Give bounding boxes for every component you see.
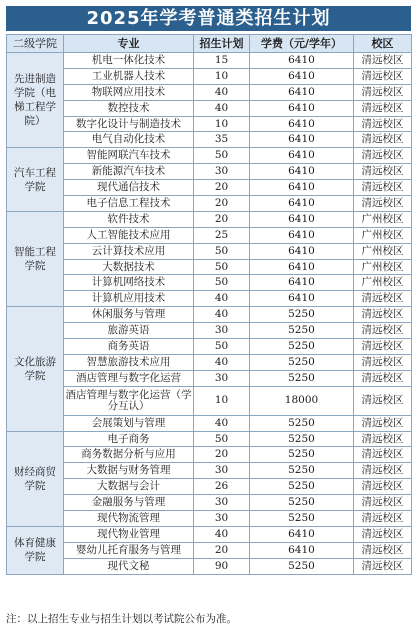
table-row — [7, 370, 412, 386]
fee-cell: 6410 — [250, 148, 354, 164]
major-cell: 金融服务与管理 — [64, 495, 194, 511]
campus-cell: 清远校区 — [354, 307, 412, 323]
campus-cell: 清远校区 — [354, 68, 412, 84]
campus-cell: 清远校区 — [354, 542, 412, 558]
plan-cell: 10 — [194, 386, 250, 415]
plan-cell: 40 — [194, 526, 250, 542]
major-cell: 智慧旅游技术应用 — [64, 354, 194, 370]
table-row — [7, 542, 412, 558]
plan-cell: 35 — [194, 132, 250, 148]
major-cell: 大数据与会计 — [64, 479, 194, 495]
fee-cell: 5250 — [250, 307, 354, 323]
plan-cell: 30 — [194, 323, 250, 339]
campus-cell: 清远校区 — [354, 495, 412, 511]
header-major: 专业 — [64, 35, 194, 53]
plan-cell: 40 — [194, 354, 250, 370]
major-cell: 软件技术 — [64, 211, 194, 227]
fee-cell: 5250 — [250, 431, 354, 447]
plan-cell: 20 — [194, 447, 250, 463]
college-cell: 智能工程学院 — [7, 211, 64, 306]
fee-cell: 5250 — [250, 370, 354, 386]
campus-cell: 广州校区 — [354, 243, 412, 259]
plan-cell: 25 — [194, 227, 250, 243]
fee-cell: 5250 — [250, 323, 354, 339]
plan-cell: 50 — [194, 243, 250, 259]
plan-cell: 20 — [194, 542, 250, 558]
major-cell: 计算机网络技术 — [64, 275, 194, 291]
table-row — [7, 339, 412, 355]
campus-cell: 清远校区 — [354, 526, 412, 542]
fee-cell: 6410 — [250, 259, 354, 275]
table-row — [7, 415, 412, 431]
college-cell: 汽车工程学院 — [7, 148, 64, 212]
fee-cell: 5250 — [250, 415, 354, 431]
major-cell: 酒店管理与数字化运营 — [64, 370, 194, 386]
campus-cell: 清远校区 — [354, 53, 412, 69]
major-cell: 商务数据分析与应用 — [64, 447, 194, 463]
plan-cell: 10 — [194, 116, 250, 132]
campus-cell: 广州校区 — [354, 211, 412, 227]
plan-cell: 30 — [194, 511, 250, 527]
fee-cell: 6410 — [250, 84, 354, 100]
major-cell: 云计算技术应用 — [64, 243, 194, 259]
plan-cell: 90 — [194, 558, 250, 574]
campus-cell: 清远校区 — [354, 431, 412, 447]
table-row — [7, 275, 412, 291]
plan-cell: 40 — [194, 307, 250, 323]
plan-cell: 50 — [194, 431, 250, 447]
college-cell: 文化旅游学院 — [7, 307, 64, 431]
major-cell: 物联网应用技术 — [64, 84, 194, 100]
campus-cell: 清远校区 — [354, 558, 412, 574]
plan-cell: 50 — [194, 259, 250, 275]
campus-cell: 清远校区 — [354, 415, 412, 431]
table-row — [7, 558, 412, 574]
campus-cell: 清远校区 — [354, 84, 412, 100]
major-cell: 大数据与财务管理 — [64, 463, 194, 479]
table-header-row — [7, 35, 412, 53]
campus-cell: 清远校区 — [354, 447, 412, 463]
table-row — [7, 259, 412, 275]
campus-cell: 清远校区 — [354, 323, 412, 339]
plan-cell: 10 — [194, 68, 250, 84]
major-cell: 人工智能技术应用 — [64, 227, 194, 243]
major-cell: 旅游英语 — [64, 323, 194, 339]
header-college: 二级学院 — [7, 35, 64, 53]
table-row — [7, 227, 412, 243]
campus-cell: 清远校区 — [354, 148, 412, 164]
plan-cell: 20 — [194, 211, 250, 227]
enrollment-table — [6, 34, 412, 575]
fee-cell: 6410 — [250, 227, 354, 243]
major-cell: 新能源汽车技术 — [64, 164, 194, 180]
campus-cell: 清远校区 — [354, 463, 412, 479]
table-row — [7, 526, 412, 542]
fee-cell: 6410 — [250, 275, 354, 291]
fee-cell: 5250 — [250, 495, 354, 511]
table-row — [7, 354, 412, 370]
major-cell: 休闲服务与管理 — [64, 307, 194, 323]
campus-cell: 清远校区 — [354, 511, 412, 527]
table-row — [7, 386, 412, 415]
fee-cell: 5250 — [250, 447, 354, 463]
table-row — [7, 291, 412, 307]
campus-cell: 清远校区 — [354, 354, 412, 370]
fee-cell: 5250 — [250, 339, 354, 355]
table-row — [7, 180, 412, 196]
table-row — [7, 100, 412, 116]
fee-cell: 6410 — [250, 526, 354, 542]
plan-cell: 40 — [194, 415, 250, 431]
fee-cell: 6410 — [250, 180, 354, 196]
major-cell: 机电一体化技术 — [64, 53, 194, 69]
table-row — [7, 479, 412, 495]
plan-cell: 30 — [194, 370, 250, 386]
table-row — [7, 431, 412, 447]
plan-cell: 30 — [194, 495, 250, 511]
campus-cell: 清远校区 — [354, 196, 412, 212]
major-cell: 数控技术 — [64, 100, 194, 116]
fee-cell: 18000 — [250, 386, 354, 415]
plan-cell: 40 — [194, 291, 250, 307]
fee-cell: 6410 — [250, 196, 354, 212]
fee-cell: 6410 — [250, 243, 354, 259]
fee-cell: 6410 — [250, 116, 354, 132]
plan-cell: 40 — [194, 100, 250, 116]
campus-cell: 清远校区 — [354, 291, 412, 307]
table-row — [7, 243, 412, 259]
plan-cell: 15 — [194, 53, 250, 69]
campus-cell: 清远校区 — [354, 339, 412, 355]
table-row — [7, 511, 412, 527]
fee-cell: 6410 — [250, 132, 354, 148]
major-cell: 电子信息工程技术 — [64, 196, 194, 212]
campus-cell: 清远校区 — [354, 116, 412, 132]
page-title: 2025年学考普通类招生计划 — [6, 6, 411, 31]
header-fee: 学费（元/学年） — [250, 35, 354, 53]
table-row — [7, 148, 412, 164]
plan-cell: 26 — [194, 479, 250, 495]
major-cell: 电子商务 — [64, 431, 194, 447]
major-cell: 现代通信技术 — [64, 180, 194, 196]
campus-cell: 清远校区 — [354, 386, 412, 415]
table-row — [7, 68, 412, 84]
plan-cell: 50 — [194, 275, 250, 291]
table-row — [7, 323, 412, 339]
major-cell: 现代文秘 — [64, 558, 194, 574]
plan-cell: 50 — [194, 339, 250, 355]
footnote: 注：以上招生专业与招生计划以考试院公布为准。 — [6, 613, 237, 625]
plan-cell: 30 — [194, 463, 250, 479]
fee-cell: 6410 — [250, 211, 354, 227]
major-cell: 大数据技术 — [64, 259, 194, 275]
fee-cell: 6410 — [250, 53, 354, 69]
major-cell: 工业机器人技术 — [64, 68, 194, 84]
table-row — [7, 447, 412, 463]
major-cell: 数字化设计与制造技术 — [64, 116, 194, 132]
campus-cell: 广州校区 — [354, 259, 412, 275]
table-row — [7, 53, 412, 69]
plan-cell: 40 — [194, 84, 250, 100]
fee-cell: 5250 — [250, 354, 354, 370]
major-cell: 商务英语 — [64, 339, 194, 355]
campus-cell: 清远校区 — [354, 370, 412, 386]
fee-cell: 6410 — [250, 542, 354, 558]
college-cell: 先进制造学院（电梯工程学院） — [7, 53, 64, 148]
table-row — [7, 495, 412, 511]
major-cell: 计算机应用技术 — [64, 291, 194, 307]
table-row — [7, 463, 412, 479]
fee-cell: 6410 — [250, 291, 354, 307]
header-campus: 校区 — [354, 35, 412, 53]
campus-cell: 清远校区 — [354, 132, 412, 148]
fee-cell: 5250 — [250, 558, 354, 574]
table-row — [7, 196, 412, 212]
header-plan: 招生计划 — [194, 35, 250, 53]
table-body — [7, 53, 412, 575]
campus-cell: 广州校区 — [354, 227, 412, 243]
plan-cell: 50 — [194, 148, 250, 164]
major-cell: 现代物流管理 — [64, 511, 194, 527]
table-row — [7, 164, 412, 180]
table-row — [7, 307, 412, 323]
table-row — [7, 132, 412, 148]
college-cell: 体育健康学院 — [7, 526, 64, 574]
campus-cell: 清远校区 — [354, 479, 412, 495]
fee-cell: 6410 — [250, 100, 354, 116]
fee-cell: 6410 — [250, 68, 354, 84]
plan-cell: 20 — [194, 180, 250, 196]
major-cell: 酒店管理与数字化运营（学分互认） — [64, 386, 194, 415]
major-cell: 婴幼儿托育服务与管理 — [64, 542, 194, 558]
plan-cell: 20 — [194, 196, 250, 212]
fee-cell: 6410 — [250, 164, 354, 180]
college-cell: 财经商贸学院 — [7, 431, 64, 526]
major-cell: 会展策划与管理 — [64, 415, 194, 431]
campus-cell: 清远校区 — [354, 164, 412, 180]
table-row — [7, 211, 412, 227]
campus-cell: 清远校区 — [354, 180, 412, 196]
fee-cell: 5250 — [250, 479, 354, 495]
major-cell: 电气自动化技术 — [64, 132, 194, 148]
campus-cell: 清远校区 — [354, 100, 412, 116]
fee-cell: 5250 — [250, 463, 354, 479]
fee-cell: 5250 — [250, 511, 354, 527]
major-cell: 智能网联汽车技术 — [64, 148, 194, 164]
plan-cell: 30 — [194, 164, 250, 180]
table-row — [7, 84, 412, 100]
table-row — [7, 116, 412, 132]
major-cell: 现代物业管理 — [64, 526, 194, 542]
campus-cell: 广州校区 — [354, 275, 412, 291]
